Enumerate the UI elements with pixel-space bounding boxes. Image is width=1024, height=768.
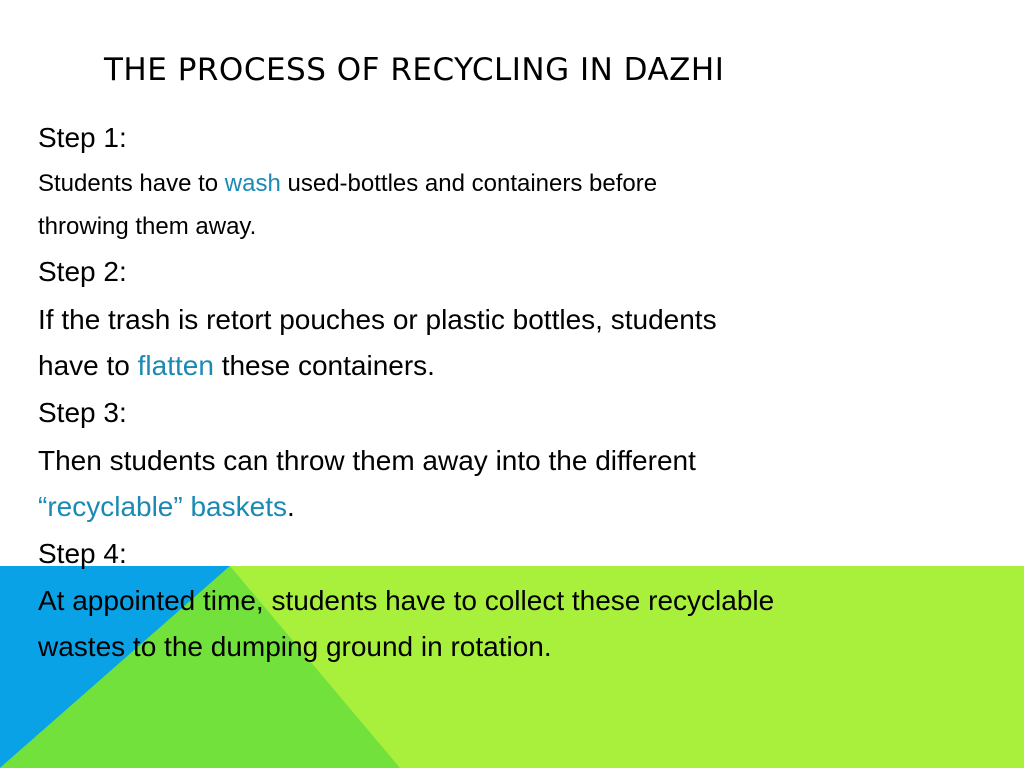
step-4-heading: Step 4: bbox=[38, 538, 127, 569]
step-1-highlight-wash: wash bbox=[224, 170, 281, 197]
step-3-line-1: Then students can throw them away into the different bbox=[38, 445, 696, 476]
step-3-text-post: . bbox=[286, 491, 295, 522]
step-2-heading: Step 2: bbox=[38, 256, 127, 287]
step-1-heading: Step 1: bbox=[38, 122, 127, 153]
step-2-line-2 bbox=[38, 350, 435, 382]
step-2-highlight-flatten: flatten bbox=[137, 350, 214, 381]
step-1-line-1 bbox=[38, 170, 657, 198]
step-4-line-2: wastes to the dumping ground in rotation. bbox=[38, 631, 552, 662]
step-2-line-1: If the trash is retort pouches or plastic bottles, students bbox=[38, 304, 717, 335]
step-1-text-post: used-bottles and containers before bbox=[280, 170, 658, 197]
step-1-line-2: throwing them away. bbox=[38, 213, 257, 240]
step-3-highlight-baskets: “recyclable” baskets bbox=[38, 491, 287, 522]
step-3-heading: Step 3: bbox=[38, 397, 127, 428]
step-3-line-2 bbox=[38, 491, 295, 523]
step-2-text-post: these containers. bbox=[213, 350, 435, 381]
step-4-line-1: At appointed time, students have to collect these recyclable bbox=[38, 585, 775, 616]
slide-title: THE PROCESS OF RECYCLING IN DAZHI bbox=[104, 52, 725, 88]
step-2-text-pre: have to bbox=[38, 350, 138, 381]
step-1-text-pre: Students have to bbox=[38, 170, 225, 197]
